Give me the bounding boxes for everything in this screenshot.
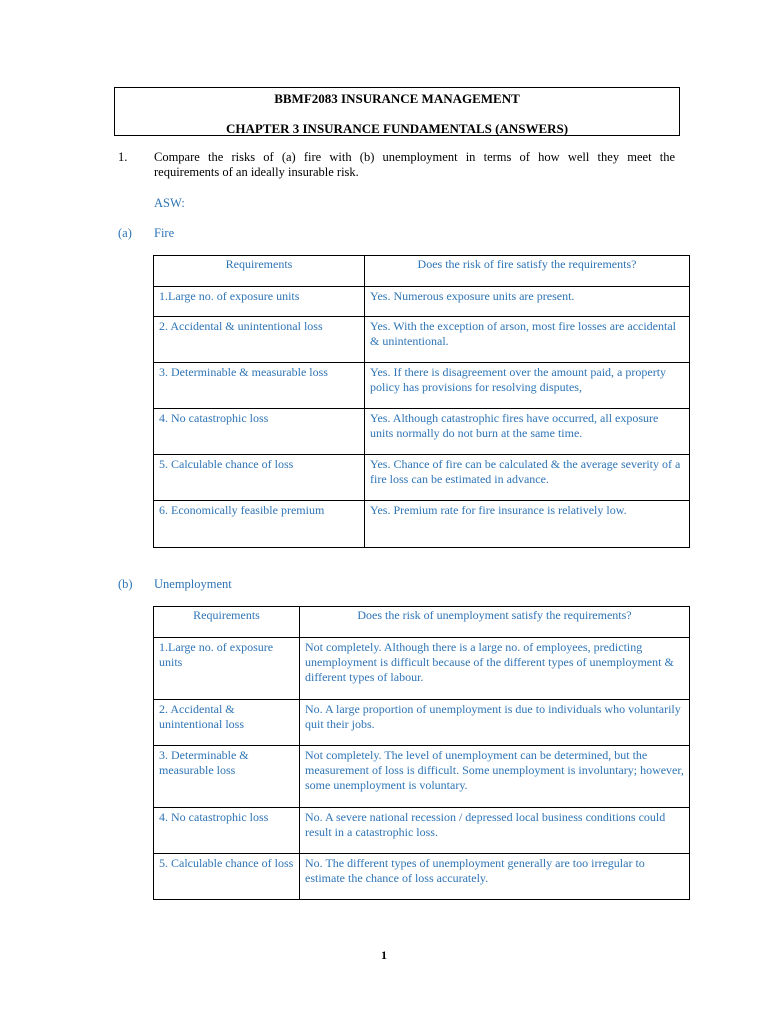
table-row bbox=[154, 363, 690, 409]
requirement-cell: 3. Determinable & measurable loss bbox=[154, 363, 365, 409]
requirement-cell: 5. Calculable chance of loss bbox=[154, 455, 365, 501]
page-number: 1 bbox=[381, 948, 387, 962]
answer-cell: No. A large proportion of unemployment is due to individuals who voluntarily quit their jobs. bbox=[300, 700, 690, 746]
answer-cell: Yes. Chance of fire can be calculated & the average severity of a fire loss can be estimated in advance. bbox=[365, 455, 690, 501]
answer-cell: Not completely. The level of unemployment can be determined, but the measurement of loss is difficult. Some unemployment is involuntary; however, some unemployment is voluntary. bbox=[300, 746, 690, 808]
requirement-cell: 6. Economically feasible premium bbox=[154, 501, 365, 548]
requirement-cell: 3. Determinable & measurable loss bbox=[154, 746, 300, 808]
part-b-marker: (b) bbox=[118, 577, 133, 591]
requirement-cell: 1.Large no. of exposure units bbox=[154, 287, 365, 317]
col-header-requirements: Requirements bbox=[154, 607, 300, 638]
table-row bbox=[154, 409, 690, 455]
answer-cell: No. The different types of unemployment generally are too irregular to estimate the chance of loss accurately. bbox=[300, 854, 690, 900]
answer-cell: Yes. If there is disagreement over the amount paid, a property policy has provisions for resolving disputes, bbox=[365, 363, 690, 409]
answer-cell: Yes. Premium rate for fire insurance is relatively low. bbox=[365, 501, 690, 548]
table-row bbox=[154, 808, 690, 854]
part-b-title: Unemployment bbox=[154, 577, 232, 591]
answer-cell: Yes. Numerous exposure units are present. bbox=[365, 287, 690, 317]
col-header-unemployment: Does the risk of unemployment satisfy the requirements? bbox=[300, 607, 690, 638]
answer-cell: Yes. Although catastrophic fires have occurred, all exposure units normally do not burn at the same time. bbox=[365, 409, 690, 455]
table-header-row bbox=[154, 256, 690, 287]
requirement-cell: 1.Large no. of exposure units bbox=[154, 638, 300, 700]
table-row bbox=[154, 638, 690, 700]
table-row bbox=[154, 287, 690, 317]
question-number: 1. bbox=[118, 150, 128, 164]
course-title: BBMF2083 INSURANCE MANAGEMENT bbox=[274, 91, 520, 106]
answer-cell: Yes. With the exception of arson, most fire losses are accidental & unintentional. bbox=[365, 317, 690, 363]
requirement-cell: 4. No catastrophic loss bbox=[154, 409, 365, 455]
part-a-marker: (a) bbox=[118, 226, 132, 240]
fire-requirements-table bbox=[153, 255, 690, 548]
table-row bbox=[154, 455, 690, 501]
answer-cell: Not completely. Although there is a large no. of employees, predicting unemployment is difficult because of the different types of unemployment & different types of labour. bbox=[300, 638, 690, 700]
table-row bbox=[154, 746, 690, 808]
table-header-row bbox=[154, 607, 690, 638]
table-row bbox=[154, 317, 690, 363]
requirement-cell: 4. No catastrophic loss bbox=[154, 808, 300, 854]
part-a-title: Fire bbox=[154, 226, 175, 240]
table-row bbox=[154, 501, 690, 548]
table-row bbox=[154, 854, 690, 900]
col-header-fire: Does the risk of fire satisfy the requirements? bbox=[365, 256, 690, 287]
chapter-title: CHAPTER 3 INSURANCE FUNDAMENTALS (ANSWERS) bbox=[225, 121, 569, 136]
table-row bbox=[154, 700, 690, 746]
requirement-cell: 2. Accidental & unintentional loss bbox=[154, 317, 365, 363]
col-header-requirements: Requirements bbox=[154, 256, 365, 287]
document-header bbox=[114, 87, 680, 136]
unemployment-requirements-table bbox=[153, 606, 690, 900]
question-text-line1: Compare the risks of (a) fire with (b) unemployment in terms of how well they meet the bbox=[154, 150, 675, 164]
requirement-cell: 5. Calculable chance of loss bbox=[154, 854, 300, 900]
requirement-cell: 2. Accidental & unintentional loss bbox=[154, 700, 300, 746]
answer-label: ASW: bbox=[154, 196, 185, 210]
answer-cell: No. A severe national recession / depressed local business conditions could result in a catastrophic loss. bbox=[300, 808, 690, 854]
question-text-line2: requirements of an ideally insurable risk. bbox=[154, 165, 359, 179]
